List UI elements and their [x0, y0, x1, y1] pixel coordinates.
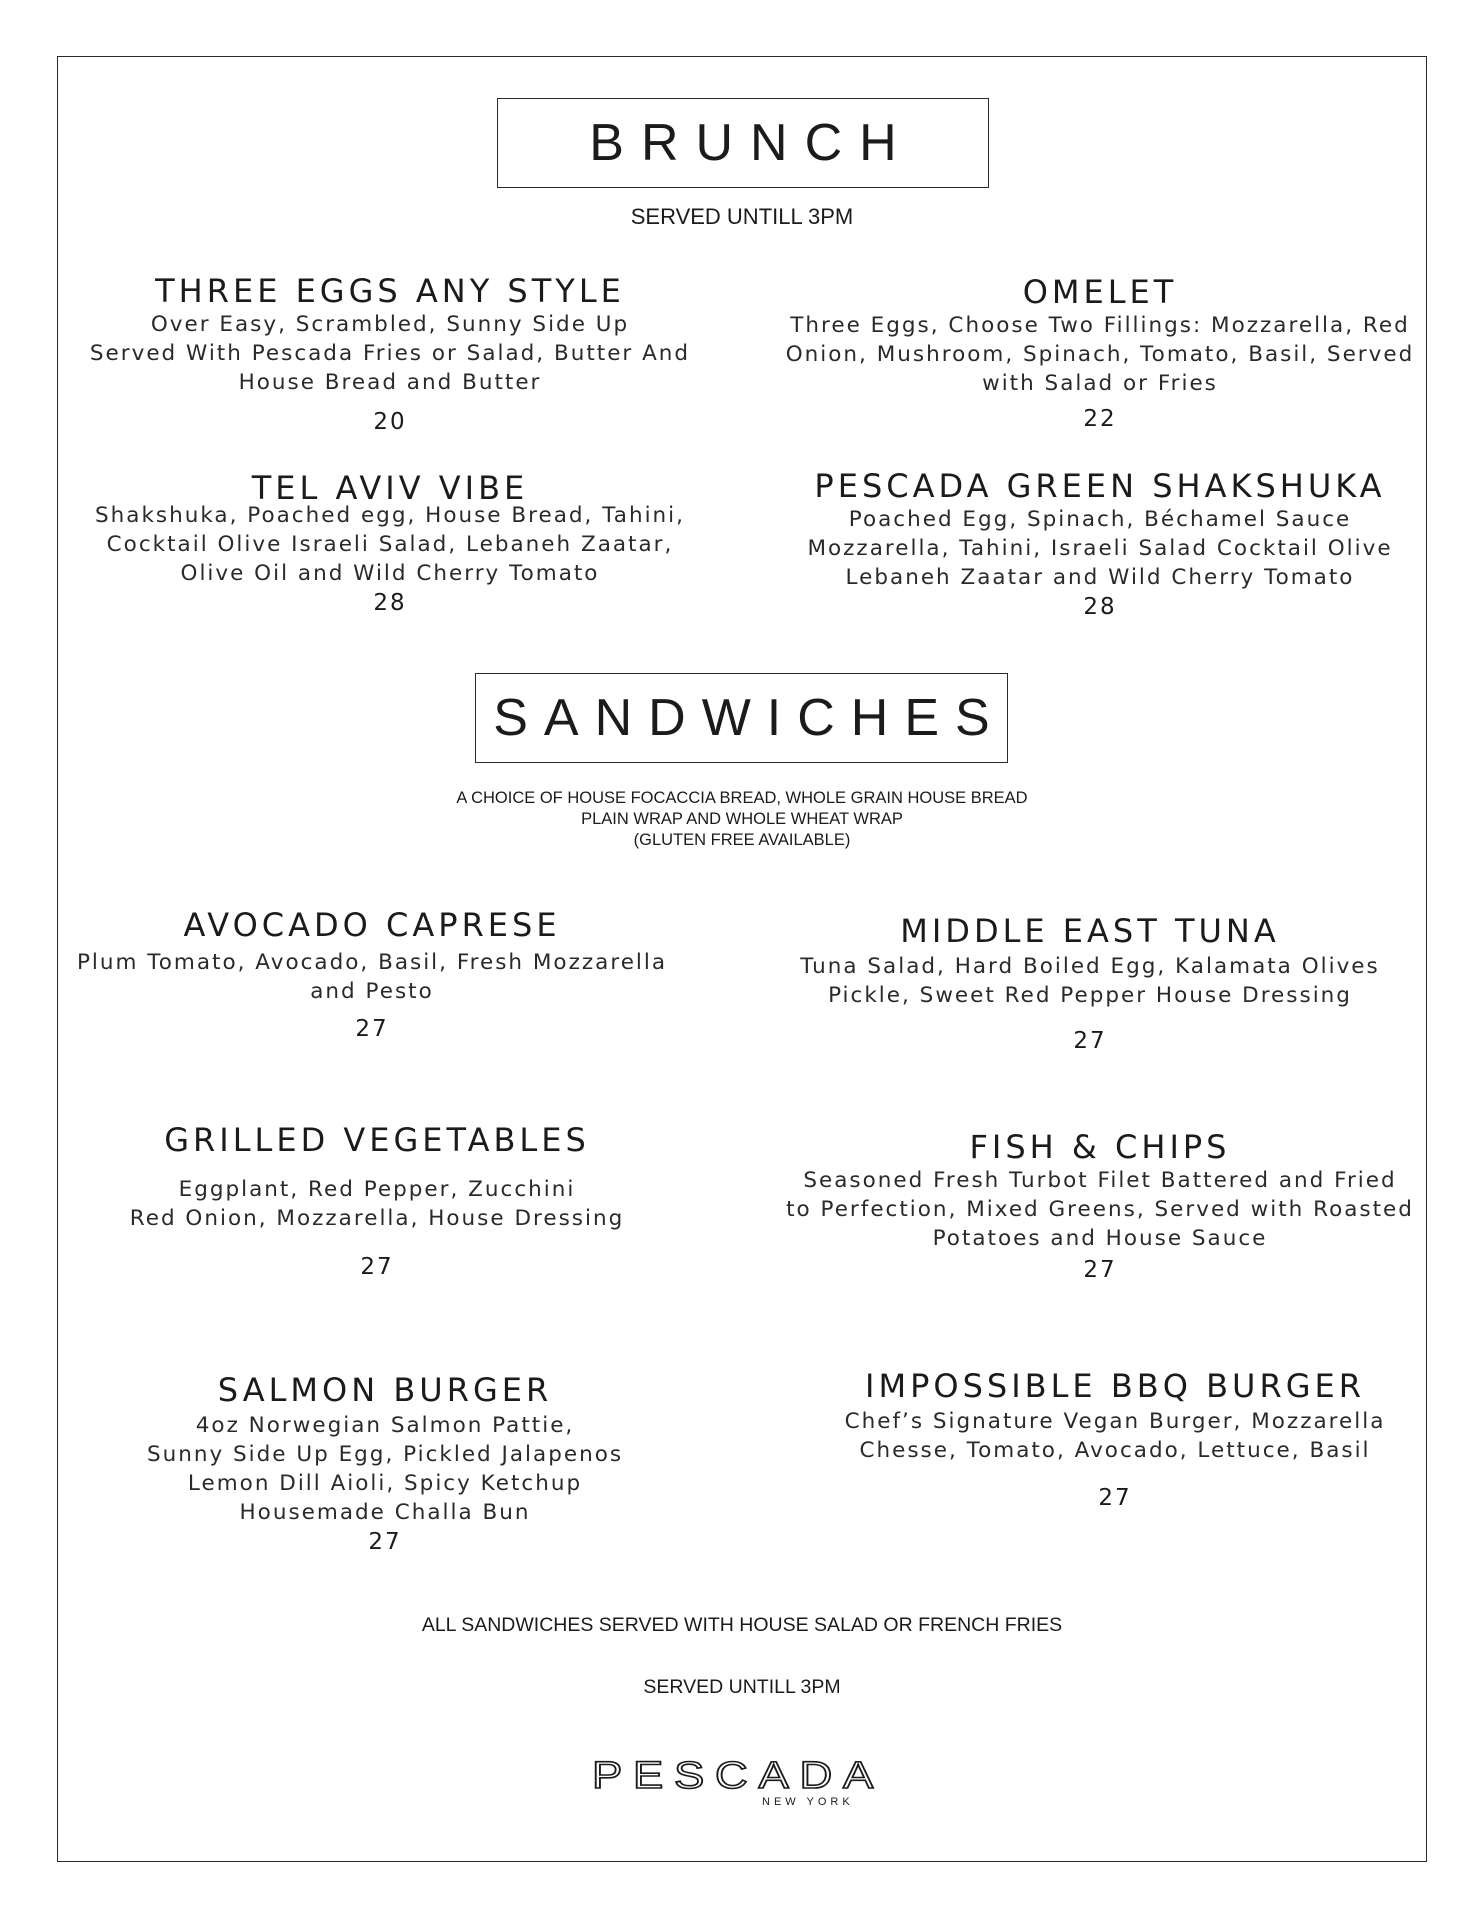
menu-item: [65, 1371, 705, 1557]
logo-tagline: NEW YORK: [762, 1796, 854, 1808]
brunch-served-note: SERVED UNTILL 3PM: [630, 204, 854, 229]
bread-note-line: (GLUTEN FREE AVAILABLE): [633, 831, 851, 849]
menu-item: [770, 912, 1410, 1056]
item-price: 27: [1073, 1028, 1107, 1054]
logo-wordmark: PESCADA: [592, 1755, 884, 1797]
sandwich-sides-note: ALL SANDWICHES SERVED WITH HOUSE SALAD OR FRENCH FRIES: [421, 1614, 1063, 1636]
item-name: GRILLED VEGETABLES: [164, 1121, 590, 1159]
item-price: 28: [1083, 594, 1117, 620]
item-description: Chef’s Signature Vegan Burger, Mozzarella Chesse, Tomato, Avocado, Lettuce, Basil: [844, 1409, 1386, 1463]
item-description: Over Easy, Scrambled, Sunny Side Up Served With Pescada Fries or Salad, Butter And House Bread and Butter: [89, 312, 691, 395]
item-description: 4oz Norwegian Salmon Pattie, Sunny Side Up Egg, Pickled Jalapenos Lemon Dill Aioli, Spicy Ketchup Housemade Challa Bun: [146, 1413, 624, 1525]
item-price: 27: [368, 1529, 402, 1555]
item-description: Three Eggs, Choose Two Fillings: Mozzarella, Red Onion, Mushroom, Spinach, Tomato, Basil, Served with Salad or Fries: [785, 313, 1415, 396]
item-price: 20: [373, 409, 407, 435]
menu-item: [52, 906, 692, 1044]
item-name: AVOCADO CAPRESE: [183, 906, 561, 944]
bread-note-line: A CHOICE OF HOUSE FOCACCIA BREAD, WHOLE GRAIN HOUSE BREAD: [456, 789, 1028, 807]
menu-item: [70, 469, 710, 618]
menu-item: [780, 1128, 1420, 1285]
menu-item: [780, 467, 1420, 622]
item-description: Plum Tomato, Avocado, Basil, Fresh Mozzarella and Pesto: [76, 950, 668, 1004]
pescada-logo-mark: [590, 1755, 895, 1815]
sandwich-served-note: SERVED UNTILL 3PM: [643, 1676, 841, 1698]
menu-item: [57, 1121, 697, 1282]
sandwiches-title: SANDWICHES: [493, 689, 1006, 747]
item-name: MIDDLE EAST TUNA: [900, 912, 1280, 950]
pescada-logo: [590, 1755, 895, 1815]
sandwiches-title-box: [475, 673, 1008, 763]
item-price: 27: [360, 1254, 394, 1280]
item-price: 27: [1083, 1257, 1117, 1283]
item-description: Poached Egg, Spinach, Béchamel Sauce Mozzarella, Tahini, Israeli Salad Cocktail Olive Lebaneh Zaatar and Wild Cherry Tomato: [807, 507, 1393, 590]
item-name: PESCADA GREEN SHAKSHUKA: [814, 467, 1386, 505]
item-price: 27: [1098, 1485, 1132, 1511]
item-price: 27: [355, 1016, 389, 1042]
item-description: Tuna Salad, Hard Boiled Egg, Kalamata Olives Pickle, Sweet Red Pepper House Dressing: [800, 954, 1380, 1008]
item-description: Shakshuka, Poached egg, House Bread, Tahini, Cocktail Olive Israeli Salad, Lebaneh Zaatar, Olive Oil and Wild Cherry Tomato: [95, 503, 685, 586]
item-description: Seasoned Fresh Turbot Filet Battered and Fried to Perfection, Mixed Greens, Served with Roasted Potatoes and House Sauce: [786, 1168, 1414, 1251]
bread-note-line: PLAIN WRAP AND WHOLE WHEAT WRAP: [581, 810, 903, 828]
bread-choice-note: [0, 788, 1484, 851]
item-name: IMPOSSIBLE BBQ BURGER: [865, 1367, 1365, 1405]
item-name: FISH & CHIPS: [969, 1128, 1231, 1166]
menu-item: [780, 273, 1420, 434]
item-name: THREE EGGS ANY STYLE: [155, 272, 625, 310]
item-price: 22: [1083, 406, 1117, 432]
brunch-title: BRUNCH: [589, 114, 914, 172]
item-description: Eggplant, Red Pepper, Zucchini Red Onion, Mozzarella, House Dressing: [129, 1177, 625, 1231]
menu-item: [795, 1367, 1435, 1513]
item-name: SALMON BURGER: [217, 1371, 553, 1409]
menu-item: [70, 272, 710, 437]
brunch-title-box: [497, 98, 989, 188]
item-price: 28: [373, 590, 407, 616]
item-name: TEL AVIV VIBE: [251, 469, 529, 507]
item-name: OMELET: [1022, 273, 1178, 311]
